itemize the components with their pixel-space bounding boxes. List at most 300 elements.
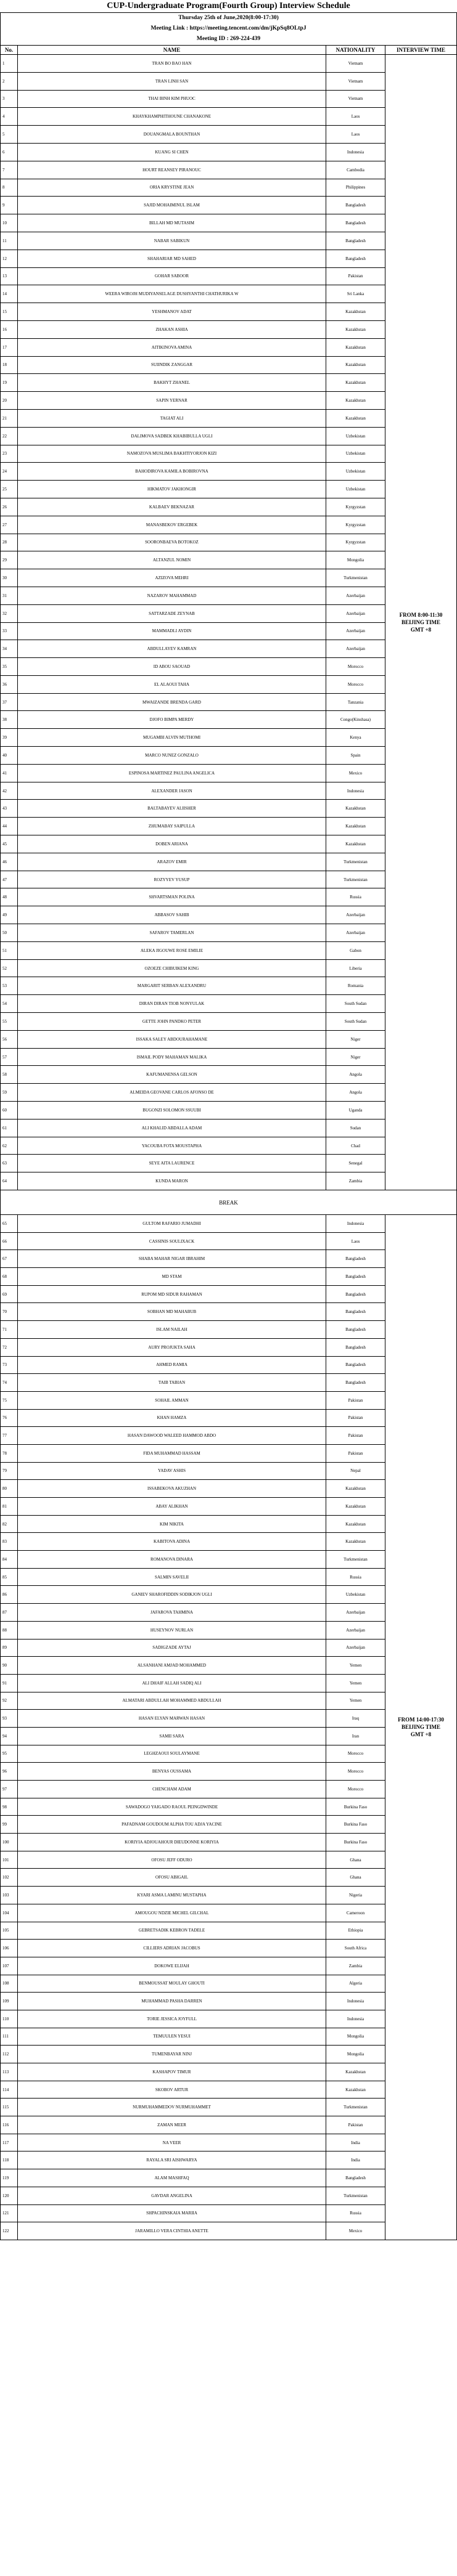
- student-name: SHABA MAHAR NIGAR IBRAHIM: [18, 1250, 326, 1268]
- row-number: 45: [1, 835, 18, 853]
- student-name: GEBRETSADIK KEBRON TADELE: [18, 1922, 326, 1940]
- row-number: 38: [1, 711, 18, 729]
- student-name: GETTE JOHN PANDKO PETER: [18, 1013, 326, 1031]
- row-number: 95: [1, 1745, 18, 1763]
- student-name: HASAN DAWOOD WALEED HAMMOD ABDO: [18, 1427, 326, 1445]
- student-name: CASSINIS SOULIXACK: [18, 1232, 326, 1250]
- student-name: SOBHAN MD MAHABUB: [18, 1303, 326, 1321]
- row-number: 37: [1, 693, 18, 711]
- student-nationality: Indonesia: [326, 782, 385, 800]
- student-name: HUSEYNOV NURLAN: [18, 1621, 326, 1639]
- row-number: 92: [1, 1692, 18, 1710]
- meeting-link[interactable]: Meeting Link : https://meeting.tencent.com/dm/jKpSq8OLtpJ: [150, 25, 307, 31]
- student-nationality: Burkina Faso: [326, 1816, 385, 1834]
- student-nationality: Indonesia: [326, 1993, 385, 2010]
- student-nationality: Kazakhstan: [326, 1498, 385, 1516]
- student-name: DIRAN DIRAN TIOB NONYULAK: [18, 995, 326, 1013]
- student-nationality: Uzbekistan: [326, 481, 385, 498]
- row-number: 51: [1, 941, 18, 959]
- row-number: 80: [1, 1480, 18, 1498]
- row-number: 71: [1, 1321, 18, 1339]
- student-nationality: Russia: [326, 1568, 385, 1586]
- row-number: 3: [1, 90, 18, 108]
- student-nationality: Yemen: [326, 1657, 385, 1675]
- student-name: AZIZOVA MEHRI: [18, 569, 326, 587]
- student-name: RAYALA SRI AISHWARYA: [18, 2151, 326, 2169]
- student-name: KHAYKHAMPHITHOUNE CHANAKONE: [18, 108, 326, 126]
- student-name: RUPOM MD SIDUR RAHAMAN: [18, 1285, 326, 1303]
- row-number: 78: [1, 1444, 18, 1462]
- row-number: 14: [1, 285, 18, 303]
- student-name: NA VEER: [18, 2134, 326, 2151]
- student-nationality: Mongolia: [326, 2028, 385, 2046]
- student-name: MAMMADLI AYDIN: [18, 622, 326, 640]
- student-nationality: Senegal: [326, 1155, 385, 1172]
- student-name: LEGHZAOUI SOULAYMANE: [18, 1745, 326, 1763]
- student-nationality: Vietnam: [326, 90, 385, 108]
- student-name: ZHUMABAY SAIPULLA: [18, 818, 326, 835]
- row-number: 28: [1, 534, 18, 551]
- student-nationality: Kazakhstan: [326, 303, 385, 321]
- student-nationality: Morocco: [326, 1763, 385, 1781]
- student-name: SUIINDIK ZANGGAR: [18, 356, 326, 374]
- row-number: 90: [1, 1657, 18, 1675]
- row-number: 107: [1, 1957, 18, 1975]
- student-nationality: Bangladesh: [326, 1338, 385, 1356]
- break-label: BREAK: [1, 1190, 457, 1215]
- student-name: ISLAM NAILAH: [18, 1321, 326, 1339]
- row-number: 97: [1, 1781, 18, 1798]
- student-nationality: Sudan: [326, 1119, 385, 1137]
- student-name: ABAY ALIKHAN: [18, 1498, 326, 1516]
- student-nationality: Congo(Kinshasa): [326, 711, 385, 729]
- student-nationality: Kyrgyzstan: [326, 498, 385, 516]
- student-nationality: Kazakhstan: [326, 374, 385, 392]
- student-nationality: Pakistan: [326, 267, 385, 285]
- student-name: NAMOZOVA MUSLIMA BAKHTIYORJON KIZI: [18, 445, 326, 463]
- row-number: 85: [1, 1568, 18, 1586]
- student-nationality: Cambodia: [326, 161, 385, 179]
- student-nationality: Uzbekistan: [326, 1586, 385, 1604]
- row-number: 49: [1, 906, 18, 924]
- student-nationality: Laos: [326, 126, 385, 144]
- student-name: KUANG SI CHEN: [18, 143, 326, 161]
- student-nationality: Azerbaijan: [326, 604, 385, 622]
- row-number: 79: [1, 1462, 18, 1480]
- student-name: AMOUGOU NDZIE MICHEL GILCHAL: [18, 1904, 326, 1922]
- student-nationality: Sri Lanka: [326, 285, 385, 303]
- row-number: 50: [1, 924, 18, 942]
- student-nationality: South Sudan: [326, 995, 385, 1013]
- student-nationality: Kazakhstan: [326, 1533, 385, 1551]
- student-name: SALMIN SAVELII: [18, 1568, 326, 1586]
- row-number: 9: [1, 197, 18, 214]
- row-number: 104: [1, 1904, 18, 1922]
- row-number: 43: [1, 800, 18, 818]
- student-name: GULTOM RAFARIO JUMADHI: [18, 1215, 326, 1233]
- row-number: 109: [1, 1993, 18, 2010]
- student-nationality: Kyrgyzstan: [326, 516, 385, 534]
- row-number: 77: [1, 1427, 18, 1445]
- student-name: MUGAMBI ALVIN MUTHOMI: [18, 729, 326, 747]
- table-body: [1, 55, 457, 2240]
- student-name: ALMEIDA GEOVANE CARLOS AFONSO DE: [18, 1084, 326, 1102]
- row-number: 32: [1, 604, 18, 622]
- student-name: ID ABOU SAOUAD: [18, 658, 326, 676]
- student-nationality: Laos: [326, 108, 385, 126]
- interview-time-cell: [385, 1215, 457, 2240]
- student-nationality: Azerbaijan: [326, 587, 385, 604]
- student-nationality: Kazakhstan: [326, 2063, 385, 2081]
- row-number: 6: [1, 143, 18, 161]
- student-name: AITIKINOVA AMINA: [18, 338, 326, 356]
- row-number: 67: [1, 1250, 18, 1268]
- student-name: BAKHYT ZHANEL: [18, 374, 326, 392]
- row-number: 94: [1, 1727, 18, 1745]
- student-nationality: Azerbaijan: [326, 1621, 385, 1639]
- row-number: 26: [1, 498, 18, 516]
- student-name: SAFAROV TAMERLAN: [18, 924, 326, 942]
- row-number: 16: [1, 320, 18, 338]
- row-number: 41: [1, 764, 18, 782]
- student-name: BAHODIROVA KAMILA BOBIROVNA: [18, 463, 326, 481]
- row-number: 31: [1, 587, 18, 604]
- student-nationality: Yemen: [326, 1674, 385, 1692]
- student-name: ZHAKAN ASHIA: [18, 320, 326, 338]
- row-number: 56: [1, 1030, 18, 1048]
- student-name: MD STAM: [18, 1268, 326, 1286]
- student-nationality: Bangladesh: [326, 1374, 385, 1392]
- row-number: 7: [1, 161, 18, 179]
- student-nationality: Bangladesh: [326, 1321, 385, 1339]
- student-nationality: Kenya: [326, 729, 385, 747]
- student-name: DOBEN ARIANA: [18, 835, 326, 853]
- student-name: NAZAROV MAHAMMAD: [18, 587, 326, 604]
- student-nationality: Kazakhstan: [326, 835, 385, 853]
- student-nationality: Indonesia: [326, 2010, 385, 2028]
- row-number: 52: [1, 959, 18, 977]
- header-nationality: NATIONALITY: [326, 46, 385, 55]
- student-name: SOHAIL AMMAN: [18, 1391, 326, 1409]
- student-name: NABAR SABIKUN: [18, 232, 326, 250]
- student-name: SAPIN YERNAR: [18, 392, 326, 410]
- student-nationality: Kazakhstan: [326, 1515, 385, 1533]
- student-nationality: Philippines: [326, 179, 385, 197]
- student-nationality: Pakistan: [326, 1409, 385, 1427]
- row-number: 68: [1, 1268, 18, 1286]
- row-number: 13: [1, 267, 18, 285]
- student-nationality: Azerbaijan: [326, 1604, 385, 1622]
- row-number: 70: [1, 1303, 18, 1321]
- row-number: 15: [1, 303, 18, 321]
- student-name: ALEXANDER JASON: [18, 782, 326, 800]
- student-nationality: Romania: [326, 977, 385, 995]
- row-number: 101: [1, 1851, 18, 1869]
- student-nationality: Indonesia: [326, 1215, 385, 1233]
- row-number: 117: [1, 2134, 18, 2151]
- row-number: 100: [1, 1834, 18, 1851]
- student-nationality: Turkmenistan: [326, 2099, 385, 2116]
- student-nationality: Turkmenistan: [326, 2187, 385, 2204]
- student-name: ARAZOV EMIR: [18, 853, 326, 871]
- student-name: BILLAH MD MUTASIM: [18, 214, 326, 232]
- row-number: 82: [1, 1515, 18, 1533]
- student-nationality: Mongolia: [326, 551, 385, 569]
- student-name: OFOSU ABIGAIL: [18, 1869, 326, 1887]
- student-nationality: Nigeria: [326, 1887, 385, 1904]
- student-nationality: Niger: [326, 1030, 385, 1048]
- row-number: 99: [1, 1816, 18, 1834]
- student-nationality: Laos: [326, 1232, 385, 1250]
- student-name: ABBASOV SAHIB: [18, 906, 326, 924]
- student-nationality: Morocco: [326, 1781, 385, 1798]
- student-name: SADIGZADE AYTAJ: [18, 1639, 326, 1657]
- student-nationality: Angola: [326, 1084, 385, 1102]
- row-number: 55: [1, 1013, 18, 1031]
- row-number: 73: [1, 1356, 18, 1374]
- student-nationality: Pakistan: [326, 2116, 385, 2134]
- student-name: ALAM MASHFAQ: [18, 2169, 326, 2187]
- student-nationality: Uzbekistan: [326, 463, 385, 481]
- student-nationality: Bangladesh: [326, 1285, 385, 1303]
- student-name: MARGARIT SERBAN ALEXANDRU: [18, 977, 326, 995]
- student-name: KAFUMANENSA GELSON: [18, 1066, 326, 1084]
- row-number: 19: [1, 374, 18, 392]
- interview-time-line: BEIJING TIME: [401, 619, 441, 625]
- student-name: SKOBOV ARTUR: [18, 2081, 326, 2099]
- student-nationality: Burkina Faso: [326, 1834, 385, 1851]
- student-name: CILLIERS ADRIAN JACOBUS: [18, 1940, 326, 1957]
- student-nationality: Nepal: [326, 1462, 385, 1480]
- student-nationality: Bangladesh: [326, 1268, 385, 1286]
- student-nationality: Ethiopia: [326, 1922, 385, 1940]
- student-nationality: Turkmenistan: [326, 569, 385, 587]
- student-nationality: Kazakhstan: [326, 338, 385, 356]
- row-number: 66: [1, 1232, 18, 1250]
- student-name: PAFADNAM GOUDOUM ALPHA TOU ADJA YACINE: [18, 1816, 326, 1834]
- interview-time-line: FROM 8:00-11:30: [399, 612, 443, 618]
- student-nationality: Kazakhstan: [326, 1480, 385, 1498]
- row-number: 98: [1, 1798, 18, 1816]
- student-nationality: Zambia: [326, 1172, 385, 1190]
- student-name: ISSABEKOVA AKUZHAN: [18, 1480, 326, 1498]
- student-name: HIKMATOV JAKHONGIR: [18, 481, 326, 498]
- table-row: [1, 1215, 457, 1233]
- row-number: 24: [1, 463, 18, 481]
- student-name: BENMOUSSAT MOULAY GHOUTI: [18, 1975, 326, 1993]
- student-nationality: Kazakhstan: [326, 409, 385, 427]
- student-name: KALBAEV BEKNAZAR: [18, 498, 326, 516]
- student-name: ISMAIL PODY MAHAMAN MALIKA: [18, 1048, 326, 1066]
- student-nationality: Chad: [326, 1137, 385, 1155]
- student-name: YADAV ASHIS: [18, 1462, 326, 1480]
- row-number: 25: [1, 481, 18, 498]
- student-name: MANASBEKOV ERGEBEK: [18, 516, 326, 534]
- row-number: 34: [1, 640, 18, 658]
- student-name: NURMUHAMMEDOV NURMUHAMMET: [18, 2099, 326, 2116]
- row-number: 120: [1, 2187, 18, 2204]
- row-number: 61: [1, 1119, 18, 1137]
- student-name: HOURT REANSEY PIRANOUC: [18, 161, 326, 179]
- student-nationality: Tanzania: [326, 693, 385, 711]
- student-nationality: Morocco: [326, 1745, 385, 1763]
- student-nationality: Kazakhstan: [326, 2081, 385, 2099]
- row-number: 105: [1, 1922, 18, 1940]
- row-number: 121: [1, 2204, 18, 2222]
- student-nationality: Morocco: [326, 658, 385, 676]
- student-name: KHAN HAMZA: [18, 1409, 326, 1427]
- student-nationality: Bangladesh: [326, 1250, 385, 1268]
- student-name: TAGIAT ALI: [18, 409, 326, 427]
- date-line: Thursday 25th of June,2020(8:00-17:30): [178, 15, 279, 21]
- student-name: TAIB TABIAN: [18, 1374, 326, 1392]
- interview-time-line: BEIJING TIME: [401, 1724, 441, 1731]
- student-name: JARAMILLO VERA CINTHIA ANETTE: [18, 2222, 326, 2240]
- student-nationality: Yemen: [326, 1692, 385, 1710]
- row-number: 21: [1, 409, 18, 427]
- table-row: [1, 55, 457, 73]
- row-number: 44: [1, 818, 18, 835]
- student-nationality: Azerbaijan: [326, 640, 385, 658]
- row-number: 118: [1, 2151, 18, 2169]
- student-name: KASHAPOV TIMUR: [18, 2063, 326, 2081]
- row-number: 102: [1, 1869, 18, 1887]
- student-nationality: Turkmenistan: [326, 853, 385, 871]
- row-number: 81: [1, 1498, 18, 1516]
- row-number: 58: [1, 1066, 18, 1084]
- student-name: MUHAMMAD PASHA DARREN: [18, 1993, 326, 2010]
- student-nationality: Russia: [326, 888, 385, 906]
- student-nationality: India: [326, 2134, 385, 2151]
- student-name: DJOFO BIMPA MERDY: [18, 711, 326, 729]
- row-number: 89: [1, 1639, 18, 1657]
- student-name: KIM NIKITA: [18, 1515, 326, 1533]
- student-name: GAVDAR ANGELINA: [18, 2187, 326, 2204]
- student-name: EL ALAOUI TAHA: [18, 675, 326, 693]
- student-name: SHVARTSMAN POLINA: [18, 888, 326, 906]
- row-number: 57: [1, 1048, 18, 1066]
- student-name: TEMUULEN YESUI: [18, 2028, 326, 2046]
- row-number: 60: [1, 1102, 18, 1119]
- student-nationality: Bangladesh: [326, 232, 385, 250]
- student-name: ALMATARI ABDULLAH MOHAMMED ABDULLAH: [18, 1692, 326, 1710]
- student-name: DALIMOVA SADBEK KHABIBULLA UGLI: [18, 427, 326, 445]
- student-nationality: Mexico: [326, 764, 385, 782]
- row-number: 74: [1, 1374, 18, 1392]
- row-number: 40: [1, 747, 18, 765]
- row-number: 59: [1, 1084, 18, 1102]
- row-number: 86: [1, 1586, 18, 1604]
- row-number: 17: [1, 338, 18, 356]
- student-name: BALTABAYEV ALIISHER: [18, 800, 326, 818]
- student-nationality: Gabon: [326, 941, 385, 959]
- row-number: 103: [1, 1887, 18, 1904]
- student-name: ORIA KRYSTINE JEAN: [18, 179, 326, 197]
- row-number: 47: [1, 871, 18, 888]
- row-number: 111: [1, 2028, 18, 2046]
- student-nationality: Bangladesh: [326, 250, 385, 267]
- student-nationality: Kyrgyzstan: [326, 534, 385, 551]
- student-name: THAI BINH KIM PHUOC: [18, 90, 326, 108]
- student-name: AURY PROJUKTA SAHA: [18, 1338, 326, 1356]
- header-interview-time: INTERVIEW TIME: [385, 46, 457, 55]
- row-number: 116: [1, 2116, 18, 2134]
- student-name: SHAHARIAR MD SAHED: [18, 250, 326, 267]
- student-nationality: Mexico: [326, 2222, 385, 2240]
- student-nationality: Angola: [326, 1066, 385, 1084]
- row-number: 30: [1, 569, 18, 587]
- row-number: 115: [1, 2099, 18, 2116]
- student-nationality: Algeria: [326, 1975, 385, 1993]
- row-number: 69: [1, 1285, 18, 1303]
- row-number: 84: [1, 1551, 18, 1569]
- row-number: 93: [1, 1710, 18, 1728]
- student-nationality: Iran: [326, 1727, 385, 1745]
- student-name: ALTANZUL NOMIN: [18, 551, 326, 569]
- row-number: 46: [1, 853, 18, 871]
- interview-time-line: GMT +8: [410, 1731, 432, 1738]
- student-nationality: South Sudan: [326, 1013, 385, 1031]
- row-number: 76: [1, 1409, 18, 1427]
- row-number: 62: [1, 1137, 18, 1155]
- student-nationality: Morocco: [326, 675, 385, 693]
- row-number: 29: [1, 551, 18, 569]
- row-number: 42: [1, 782, 18, 800]
- row-number: 33: [1, 622, 18, 640]
- student-nationality: Turkmenistan: [326, 871, 385, 888]
- row-number: 72: [1, 1338, 18, 1356]
- student-nationality: Pakistan: [326, 1427, 385, 1445]
- row-number: 2: [1, 72, 18, 90]
- student-nationality: Kazakhstan: [326, 320, 385, 338]
- row-number: 18: [1, 356, 18, 374]
- student-name: BUGONZI SOLOMON SSUUBI: [18, 1102, 326, 1119]
- student-name: SEYE AITA LAURENCE: [18, 1155, 326, 1172]
- student-name: MWAIZANDE BRENDA GARD: [18, 693, 326, 711]
- student-name: ROZYYEV YUSUP: [18, 871, 326, 888]
- student-nationality: Turkmenistan: [326, 1551, 385, 1569]
- row-number: 110: [1, 2010, 18, 2028]
- student-name: TUMENBAYAR NINJ: [18, 2046, 326, 2063]
- row-number: 1: [1, 55, 18, 73]
- row-number: 39: [1, 729, 18, 747]
- student-name: TORIE JESSICA JOYFULL: [18, 2010, 326, 2028]
- header-no: No.: [1, 46, 18, 55]
- student-nationality: Kazakhstan: [326, 800, 385, 818]
- row-number: 27: [1, 516, 18, 534]
- student-name: SHPACHINSKAIA MARIIA: [18, 2204, 326, 2222]
- student-name: ALSANHANI AMJAD MOHAMMED: [18, 1657, 326, 1675]
- student-nationality: Bangladesh: [326, 1356, 385, 1374]
- row-number: 96: [1, 1763, 18, 1781]
- student-name: WEERA WIROJH MUDIYANSELAGE DUSHYANTHI CHATHURIKA W: [18, 285, 326, 303]
- student-name: KORIYIA ADJOUAHOUR DIEUDONNE KORIYIA: [18, 1834, 326, 1851]
- student-nationality: Vietnam: [326, 72, 385, 90]
- student-name: SOORONBAEVA BOTOKOZ: [18, 534, 326, 551]
- student-name: DOUANGMALA BOUNTHAN: [18, 126, 326, 144]
- student-nationality: Zambia: [326, 1957, 385, 1975]
- row-number: 88: [1, 1621, 18, 1639]
- row-number: 64: [1, 1172, 18, 1190]
- student-name: SAJID MOHAIMINUL ISLAM: [18, 197, 326, 214]
- row-number: 83: [1, 1533, 18, 1551]
- student-nationality: Azerbaijan: [326, 906, 385, 924]
- student-nationality: Liberia: [326, 959, 385, 977]
- student-name: BENYAS OUSSAMA: [18, 1763, 326, 1781]
- student-nationality: Uzbekistan: [326, 445, 385, 463]
- student-name: CHENCHAM ADAM: [18, 1781, 326, 1798]
- student-name: SAWADOGO YAIGADO RAOUL PEINGDWINDE: [18, 1798, 326, 1816]
